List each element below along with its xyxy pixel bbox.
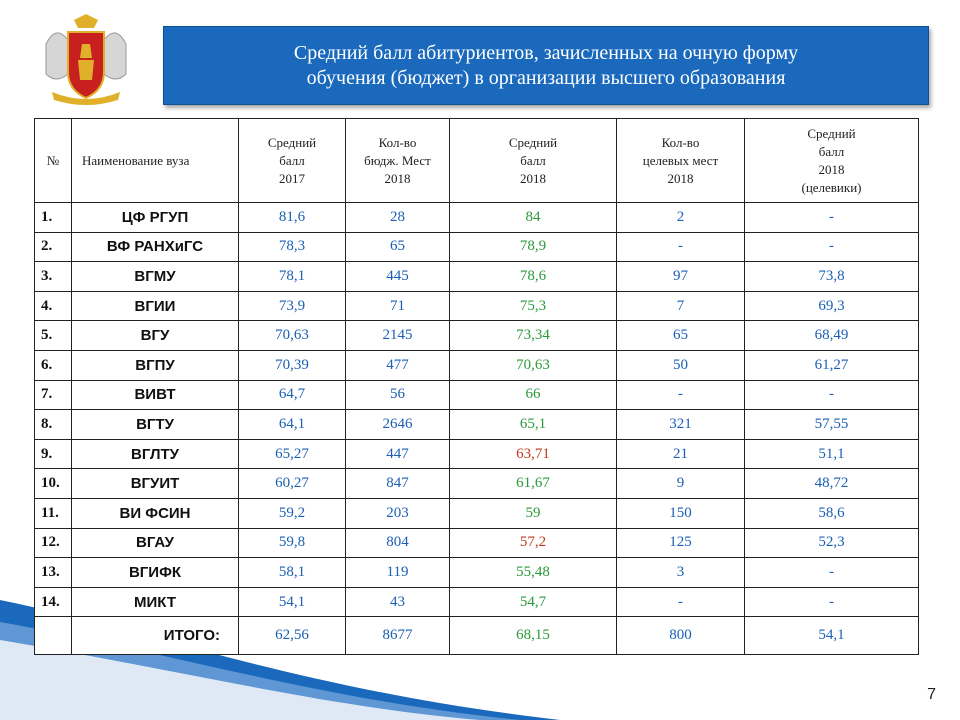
university-name: ВИ ФСИН <box>72 498 239 528</box>
total-avg-2017: 62,56 <box>239 617 346 655</box>
budget-seats-2018: 203 <box>346 498 450 528</box>
target-avg-2018: 68,49 <box>745 321 919 351</box>
table-body <box>35 203 919 655</box>
avg-score-2017: 59,2 <box>239 498 346 528</box>
target-seats-2018: 9 <box>617 469 745 499</box>
table-row <box>35 350 919 380</box>
table-row <box>35 291 919 321</box>
universities-table <box>34 118 919 655</box>
budget-seats-2018: 119 <box>346 558 450 588</box>
target-avg-2018: 61,27 <box>745 350 919 380</box>
avg-score-2018: 59 <box>450 498 617 528</box>
budget-seats-2018: 43 <box>346 587 450 617</box>
table-row <box>35 380 919 410</box>
target-seats-2018: - <box>617 232 745 262</box>
target-seats-2018: 97 <box>617 262 745 292</box>
target-seats-2018: 50 <box>617 350 745 380</box>
avg-score-2018: 66 <box>450 380 617 410</box>
university-name: ВГИИ <box>72 291 239 321</box>
header-budget-seats-2018: Кол-во бюдж. Мест 2018 <box>346 119 450 203</box>
target-avg-2018: - <box>745 203 919 233</box>
total-num-cell <box>35 617 72 655</box>
avg-score-2017: 78,3 <box>239 232 346 262</box>
avg-score-2017: 60,27 <box>239 469 346 499</box>
university-name: ВГАУ <box>72 528 239 558</box>
total-row <box>35 617 919 655</box>
row-number: 10. <box>35 469 72 499</box>
university-name: МИКТ <box>72 587 239 617</box>
avg-score-2017: 70,63 <box>239 321 346 351</box>
target-seats-2018: 7 <box>617 291 745 321</box>
budget-seats-2018: 71 <box>346 291 450 321</box>
university-name: ВФ РАНХиГС <box>72 232 239 262</box>
university-name: ВГИФК <box>72 558 239 588</box>
page-number: 7 <box>927 686 936 703</box>
avg-score-2018: 70,63 <box>450 350 617 380</box>
target-seats-2018: - <box>617 587 745 617</box>
target-avg-2018: 73,8 <box>745 262 919 292</box>
avg-score-2018: 73,34 <box>450 321 617 351</box>
header-name: Наименование вуза <box>72 119 239 203</box>
target-avg-2018: 52,3 <box>745 528 919 558</box>
university-name: ВИВТ <box>72 380 239 410</box>
header-row <box>35 119 919 203</box>
row-number: 12. <box>35 528 72 558</box>
target-avg-2018: - <box>745 232 919 262</box>
header-avg-2018: Средний балл 2018 <box>450 119 617 203</box>
avg-score-2017: 65,27 <box>239 439 346 469</box>
row-number: 14. <box>35 587 72 617</box>
target-seats-2018: 125 <box>617 528 745 558</box>
budget-seats-2018: 2646 <box>346 410 450 440</box>
row-number: 7. <box>35 380 72 410</box>
table-row <box>35 558 919 588</box>
budget-seats-2018: 477 <box>346 350 450 380</box>
budget-seats-2018: 847 <box>346 469 450 499</box>
avg-score-2017: 64,1 <box>239 410 346 440</box>
avg-score-2017: 64,7 <box>239 380 346 410</box>
target-avg-2018: - <box>745 587 919 617</box>
total-label: ИТОГО: <box>72 617 239 655</box>
target-seats-2018: - <box>617 380 745 410</box>
table-row <box>35 410 919 440</box>
target-avg-2018: 51,1 <box>745 439 919 469</box>
university-name: ВГТУ <box>72 410 239 440</box>
target-seats-2018: 3 <box>617 558 745 588</box>
target-seats-2018: 65 <box>617 321 745 351</box>
target-avg-2018: 48,72 <box>745 469 919 499</box>
avg-score-2018: 75,3 <box>450 291 617 321</box>
table-row <box>35 262 919 292</box>
avg-score-2018: 65,1 <box>450 410 617 440</box>
total-budget-seats: 8677 <box>346 617 450 655</box>
avg-score-2018: 54,7 <box>450 587 617 617</box>
header-target-seats-2018: Кол-во целевых мест 2018 <box>617 119 745 203</box>
target-avg-2018: - <box>745 558 919 588</box>
header-num: № <box>35 119 72 203</box>
table-row <box>35 528 919 558</box>
table-row <box>35 498 919 528</box>
row-number: 3. <box>35 262 72 292</box>
row-number: 8. <box>35 410 72 440</box>
avg-score-2017: 70,39 <box>239 350 346 380</box>
target-seats-2018: 150 <box>617 498 745 528</box>
avg-score-2018: 61,67 <box>450 469 617 499</box>
title-banner <box>163 26 929 105</box>
budget-seats-2018: 65 <box>346 232 450 262</box>
header-target-avg-2018: Средний балл 2018 (целевики) <box>745 119 919 203</box>
total-target-seats: 800 <box>617 617 745 655</box>
table-row <box>35 469 919 499</box>
university-name: ВГУ <box>72 321 239 351</box>
row-number: 2. <box>35 232 72 262</box>
row-number: 11. <box>35 498 72 528</box>
table-row <box>35 321 919 351</box>
budget-seats-2018: 28 <box>346 203 450 233</box>
target-avg-2018: - <box>745 380 919 410</box>
table-row <box>35 587 919 617</box>
target-seats-2018: 2 <box>617 203 745 233</box>
university-name: ВГПУ <box>72 350 239 380</box>
budget-seats-2018: 804 <box>346 528 450 558</box>
target-avg-2018: 57,55 <box>745 410 919 440</box>
coat-of-arms-icon <box>38 14 134 106</box>
total-avg-2018: 68,15 <box>450 617 617 655</box>
avg-score-2018: 57,2 <box>450 528 617 558</box>
table-row <box>35 232 919 262</box>
row-number: 5. <box>35 321 72 351</box>
row-number: 6. <box>35 350 72 380</box>
avg-score-2017: 78,1 <box>239 262 346 292</box>
table-row <box>35 439 919 469</box>
header-avg-2017: Средний балл 2017 <box>239 119 346 203</box>
title-line-2: обучения (бюджет) в организации высшего образования <box>306 66 786 89</box>
budget-seats-2018: 56 <box>346 380 450 410</box>
budget-seats-2018: 445 <box>346 262 450 292</box>
row-number: 13. <box>35 558 72 588</box>
budget-seats-2018: 2145 <box>346 321 450 351</box>
target-avg-2018: 58,6 <box>745 498 919 528</box>
target-seats-2018: 321 <box>617 410 745 440</box>
avg-score-2018: 84 <box>450 203 617 233</box>
target-seats-2018: 21 <box>617 439 745 469</box>
avg-score-2018: 78,9 <box>450 232 617 262</box>
avg-score-2017: 58,1 <box>239 558 346 588</box>
page-title <box>196 41 896 91</box>
avg-score-2017: 73,9 <box>239 291 346 321</box>
table-row <box>35 203 919 233</box>
avg-score-2017: 54,1 <box>239 587 346 617</box>
avg-score-2018: 55,48 <box>450 558 617 588</box>
avg-score-2017: 81,6 <box>239 203 346 233</box>
avg-score-2017: 59,8 <box>239 528 346 558</box>
title-line-1: Средний балл абитуриентов, зачисленных на очную форму <box>293 41 799 64</box>
university-name: ВГЛТУ <box>72 439 239 469</box>
avg-score-2018: 63,71 <box>450 439 617 469</box>
university-name: ВГМУ <box>72 262 239 292</box>
university-name: ЦФ РГУП <box>72 203 239 233</box>
row-number: 1. <box>35 203 72 233</box>
avg-score-2018: 78,6 <box>450 262 617 292</box>
row-number: 9. <box>35 439 72 469</box>
university-name: ВГУИТ <box>72 469 239 499</box>
row-number: 4. <box>35 291 72 321</box>
budget-seats-2018: 447 <box>346 439 450 469</box>
target-avg-2018: 69,3 <box>745 291 919 321</box>
total-target-avg: 54,1 <box>745 617 919 655</box>
